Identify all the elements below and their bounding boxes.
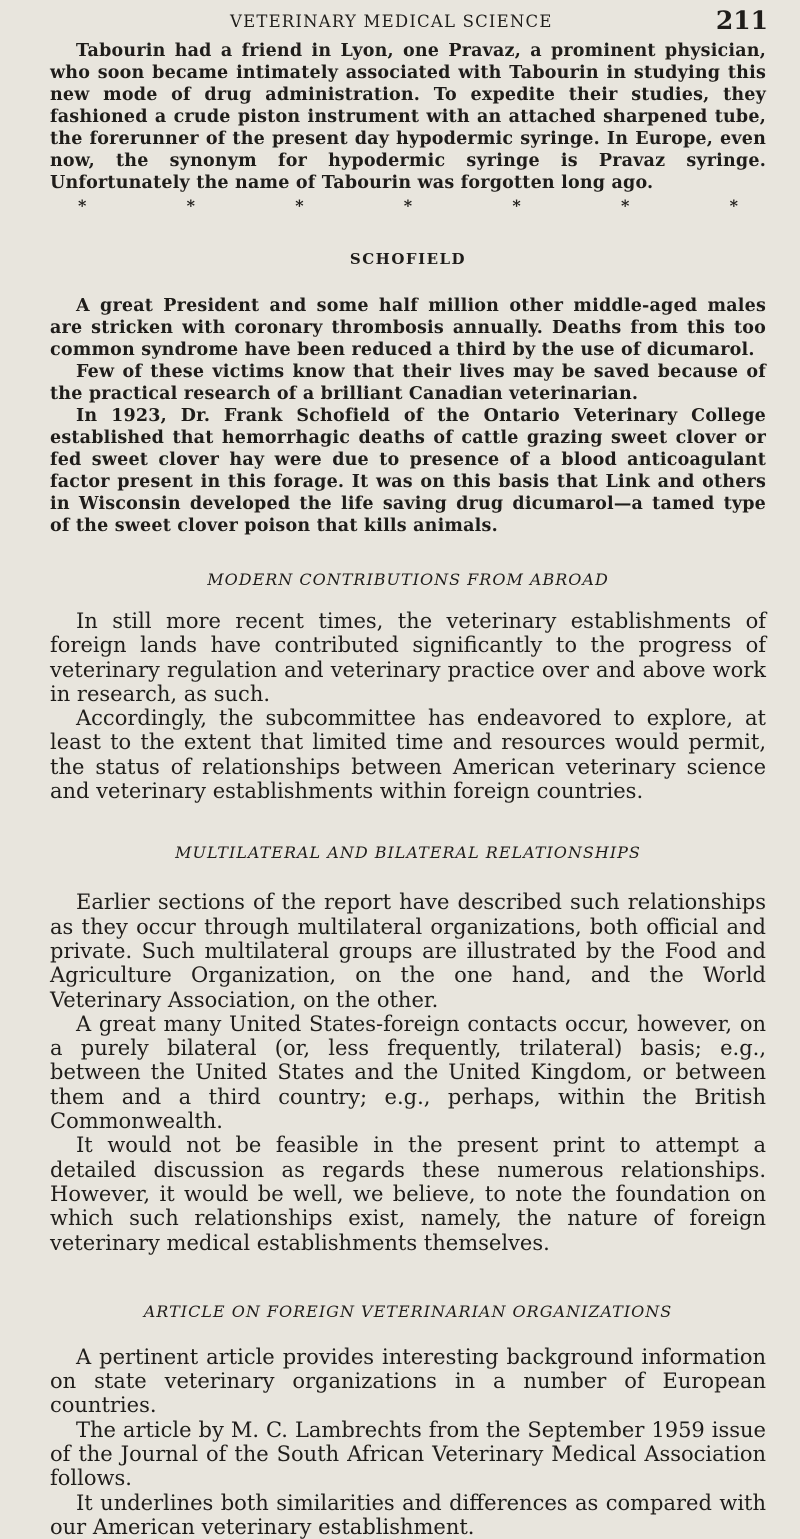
- paragraph: A pertinent article provides interesting background information on state veterinary organizations in a number of European countries.: [50, 1344, 766, 1418]
- schofield-section: [50, 295, 766, 537]
- page-body: [50, 40, 766, 1539]
- asterisk-separator: [50, 196, 766, 215]
- page-number: 211: [715, 6, 768, 35]
- paragraph: In still more recent times, the veterinary establishments of foreign lands have contributed significantly to the progress of veterinary regulation and veterinary practice over and above work in research, as such.: [50, 609, 766, 706]
- paragraph: Accordingly, the subcommittee has endeavored to explore, at least to the extent that limited time and resources would permit, the status of relationships between American veterinary science and veterinary establishments within foreign countries.: [50, 706, 766, 804]
- paragraph: Few of these victims know that their lives may be saved because of the practical research of a brilliant Canadian veterinarian.: [50, 362, 766, 404]
- paragraph: In 1923, Dr. Frank Schofield of the Ontario Veterinary College established that hemorrhagic deaths of cattle grazing sweet clover or fed sweet clover hay were due to presence of a blood anticoagulant factor present in this forage. It was on this basis that Link and others in Wisconsin developed the life saving drug dicumarol—a tamed type of the sweet clover poison that kills animals.: [50, 406, 766, 536]
- intro-paragraph: Tabourin had a friend in Lyon, one Pravaz, a prominent physician, who soon became intimately associated with Tabourin in studying this new mode of drug administration. To expedite their studies, they fashioned a crude piston instrument with an attached sharpened tube, the forerunner of the present day hypodermic syringe. In Europe, even now, the synonym for hypodermic syringe is Pravaz syringe. Unfortunately the name of Tabourin was forgotten long ago.: [50, 41, 766, 193]
- section-heading-schofield: SCHOFIELD: [349, 250, 467, 268]
- asterisk: *: [512, 196, 521, 215]
- intro-section: [50, 40, 766, 194]
- paragraph: A great many United States-foreign contacts occur, however, on a purely bilateral (or, less frequently, trilateral) basis; e.g., between the United States and the United Kingdom, or between them and a third country; e.g., perhaps, within the British Commonwealth.: [50, 1011, 766, 1134]
- running-head: VETERINARY MEDICAL SCIENCE: [230, 12, 553, 31]
- section-heading-article: ARTICLE ON FOREIGN VETERINARIAN ORGANIZATIONS: [143, 1301, 673, 1321]
- page-header: [0, 8, 800, 36]
- modern-section: [50, 609, 766, 803]
- article-section: [50, 1345, 766, 1539]
- paragraph: It underlines both similarities and differences as compared with our American veterinary establishment.: [50, 1490, 766, 1539]
- asterisk: *: [295, 196, 304, 215]
- section-heading-modern: MODERN CONTRIBUTIONS FROM ABROAD: [207, 570, 609, 589]
- asterisk: *: [403, 196, 413, 215]
- multilateral-section: [50, 890, 766, 1254]
- section-heading-multilateral: MULTILATERAL AND BILATERAL RELATIONSHIPS: [175, 843, 641, 863]
- paragraph: Earlier sections of the report have described such relationships as they occur through multilateral organizations, both official and private. Such multilateral groups are illustrated by the Food and Agriculture Organization, on the one hand, and the World Veterinary Association, on the other.: [50, 890, 766, 1012]
- paragraph: A great President and some half million other middle-aged males are stricken with coronary thrombosis annually. Deaths from this too common syndrome have been reduced a third by the use of dicumarol.: [50, 296, 766, 360]
- asterisk: *: [186, 196, 195, 215]
- paragraph: It would not be feasible in the present print to attempt a detailed discussion as regards these numerous relationships. However, it would be well, we believe, to note the foundation on which such relationships exist, namely, the nature of foreign veterinary medical establishments themselves.: [50, 1133, 766, 1255]
- asterisk: *: [78, 196, 87, 215]
- asterisk: *: [620, 196, 630, 215]
- asterisk: *: [729, 196, 738, 215]
- paragraph: The article by M. C. Lambrechts from the September 1959 issue of the Journal of the South African Veterinary Medical Association follows.: [50, 1417, 766, 1491]
